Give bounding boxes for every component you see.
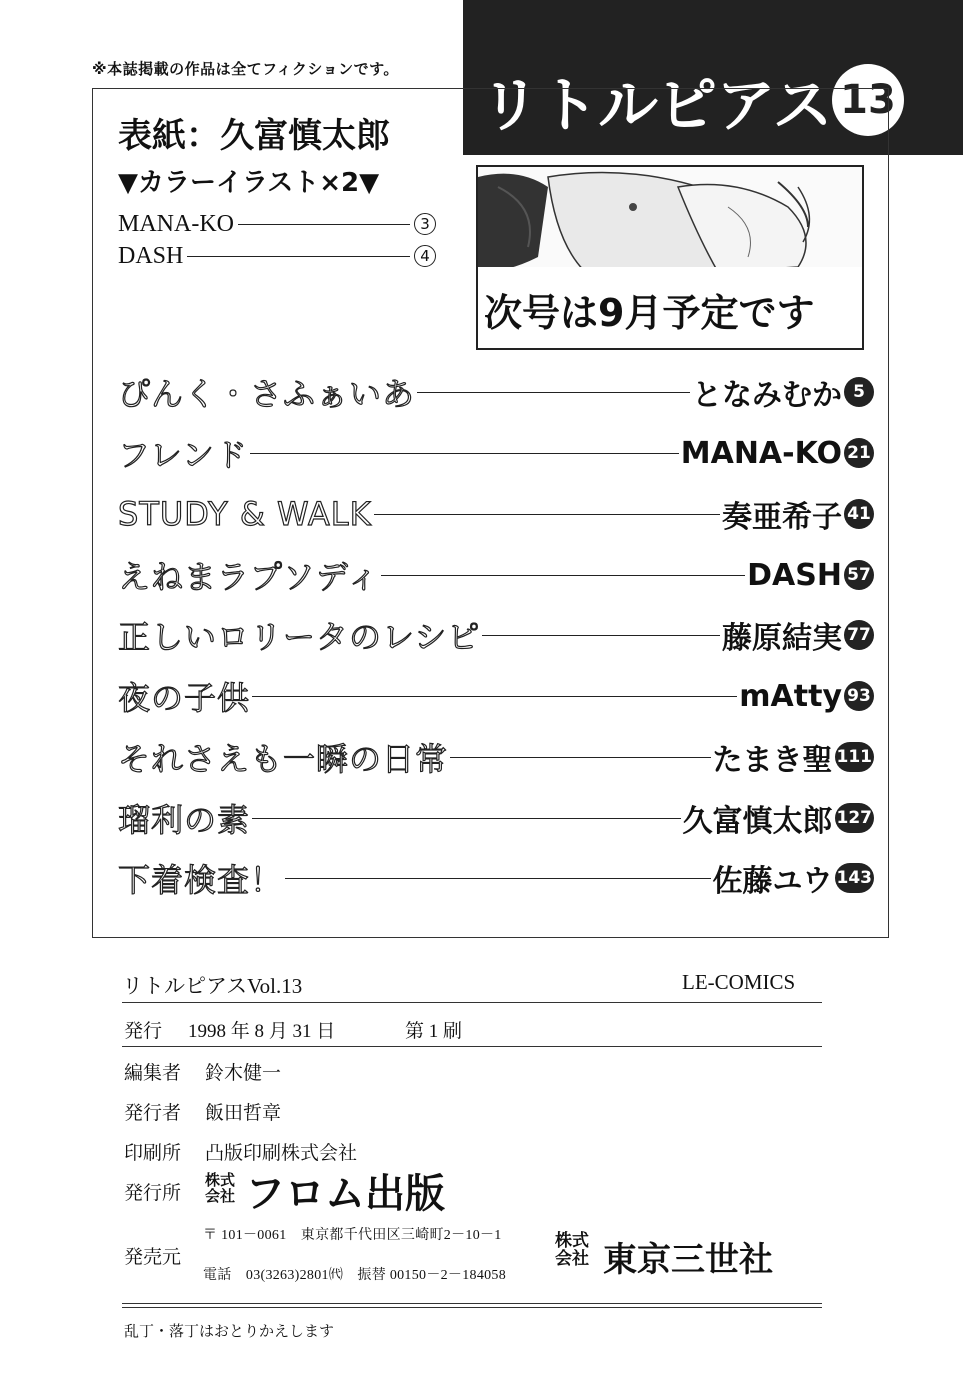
publisher-person-label: 発行者 [124,1103,182,1124]
toc-title: 夜の子供 [118,679,251,717]
toc-author: 久富慎太郎 [682,804,833,839]
toc-row [118,433,874,473]
toc-row [118,676,874,716]
disclaimer: ※本誌掲載の作品は全てフィクションです。 [92,60,399,78]
color-illust-heading: ▼カラーイラスト×2▼ [118,168,380,198]
toc-author: 佐藤ユウ [712,864,833,899]
publisher-label: 発行所 [124,1183,182,1204]
toc-title: それさえも一瞬の日常 [118,740,449,778]
toc-author: 奏亜希子 [722,500,842,535]
publisher-name: フロム出版 [245,1171,445,1217]
toc-page-number: 21 [844,438,874,468]
leader-line [187,256,410,257]
toc-page-number: 77 [844,620,874,650]
printing: 第 1 刷 [405,1021,463,1042]
page-number: 4 [414,245,436,267]
toc-title: えねまラプソディ [118,558,380,596]
printer: 凸版印刷株式会社 [205,1143,358,1164]
toc-title: ぴんく・さふぁいあ [118,375,416,413]
color-illust-item [118,241,436,271]
toc-author: たまき聖 [712,743,833,778]
toc-page-number: 143 [835,863,875,893]
cover-credit: 表紙：久富慎太郎 [118,116,390,156]
toc-row [118,372,874,412]
toc-title: 瑠利の素 [118,801,251,839]
toc-page-number: 93 [844,681,874,711]
imprint-book-title: リトルピアスVol.13 [122,974,303,998]
toc-page-number: 41 [844,499,874,529]
toc-author: DASH [747,557,842,593]
toc-row [118,555,874,595]
distributor-address: 〒 101－0061 東京都千代田区三崎町2－10－1 [203,1228,502,1243]
distributor-tel: 電話 03(3263)2801㈹ 振替 00150－2－184058 [203,1268,507,1283]
toc-title: 正しいロリータのレシピ [118,618,481,656]
leader-line [450,757,710,758]
leader-line [252,696,737,697]
toc-row [118,615,874,655]
imprint-divider [122,1303,822,1304]
toc-row [118,798,874,838]
leader-line [252,818,680,819]
issue-date: 1998 年 8 月 31 日 [188,1021,336,1042]
color-illust-item [118,209,436,239]
leader-line [482,635,720,636]
editor: 鈴木健一 [205,1063,282,1084]
toc-page-number: 5 [844,377,874,407]
imprint-divider [122,1307,822,1308]
issue-label: 発行 [124,1021,163,1042]
distributor-label: 発売元 [124,1247,182,1268]
imprint-divider [122,1046,822,1047]
leader-line [374,514,720,515]
color-illust-artist: DASH [118,242,184,269]
imprint-brand: LE-COMICS [682,970,796,994]
page-number: 3 [414,213,436,235]
distributor-kaisha: 株式会社 [555,1231,589,1269]
leader-line [238,224,410,225]
series-title: リトルピアス [480,71,832,141]
footnote: 乱丁・落丁はおとりかえします [124,1324,335,1340]
toc-page-number: 57 [844,560,874,590]
publisher-person: 飯田哲章 [205,1103,282,1124]
imprint-divider [122,1002,822,1003]
next-issue-caption: 次号は9月予定です [484,291,815,335]
toc-page-number: 111 [835,742,875,772]
volume-badge: 13 [832,64,904,136]
toc-author: となみむか [692,378,842,413]
leader-line [417,392,690,393]
toc-author: mAtty [739,678,842,714]
toc-title: フレンド [118,436,248,474]
publisher-kaisha: 株式会社 [205,1171,236,1205]
editor-label: 編集者 [124,1063,182,1084]
toc-row [118,858,874,898]
toc-title: 下着検査！ [118,861,284,899]
leader-line [285,878,710,879]
color-illust-artist: MANA-KO [118,210,234,237]
toc-row [118,494,874,534]
toc-author: MANA-KO [680,435,842,471]
toc-page-number: 127 [835,803,875,833]
toc-author: 藤原結実 [722,621,842,656]
toc-title: STUDY & WALK [118,495,372,533]
toc-row [118,737,874,777]
leader-line [250,453,679,454]
distributor-name: 東京三世社 [603,1240,773,1280]
printer-label: 印刷所 [124,1143,182,1164]
leader-line [381,575,745,576]
